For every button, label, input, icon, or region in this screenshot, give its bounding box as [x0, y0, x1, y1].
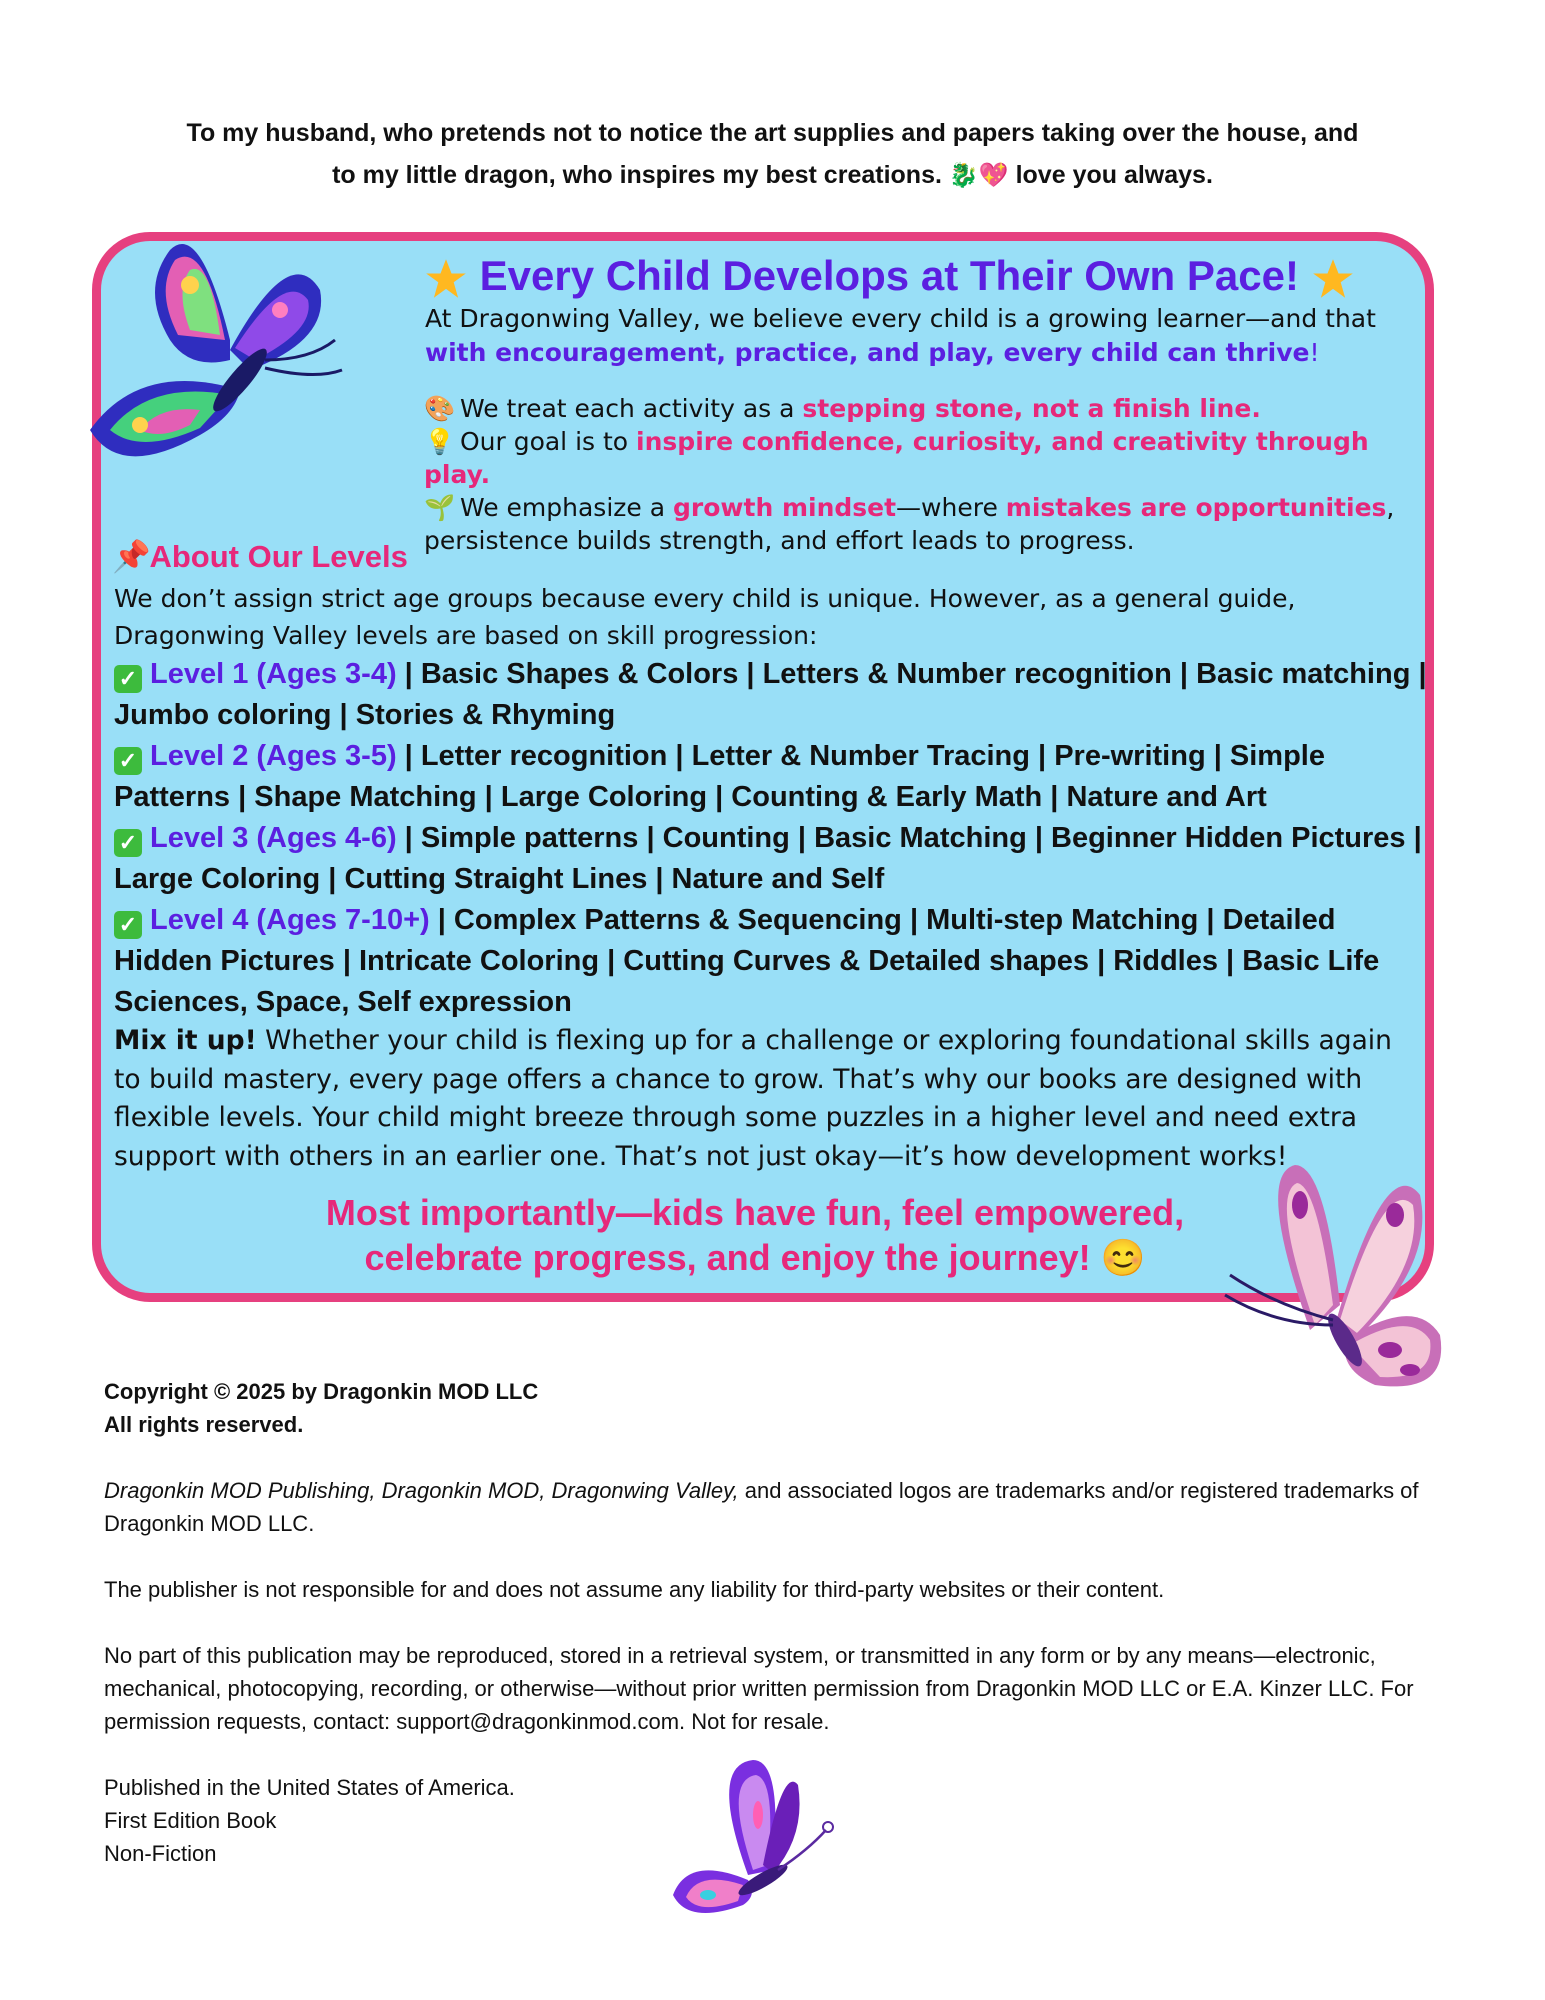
genre-line: Non-Fiction [104, 1841, 217, 1866]
rights-line: All rights reserved. [104, 1412, 304, 1437]
pushpin-icon: 📌 [112, 539, 151, 574]
dedication-line-2: to my little dragon, who inspires my best creations. 🐉💖 love you always. [332, 161, 1213, 189]
star-icon [1311, 257, 1355, 301]
dedication-line-1: To my husband, who pretends not to notice the art supplies and papers taking over the house, and [186, 119, 1359, 147]
butterfly-top-left-icon [80, 230, 350, 480]
check-icon: ✓ [114, 665, 142, 693]
level-item: ✓ Level 2 (Ages 3-5) | Letter recognition | Letter & Number Tracing | Pre-writing | Simple Patterns | Shape Matching | Large Coloring | Counting & Early Math | Nature and Art [114, 740, 1325, 813]
panel-intro: At Dragonwing Valley, we believe every child is a growing learner—and that with encouragement, practice, and play, every child can thrive! [425, 304, 1376, 367]
check-icon: ✓ [114, 911, 142, 939]
panel-title: Every Child Develops at Their Own Pace! [424, 252, 1355, 301]
bullet-item: 🎨 We treat each activity as a stepping stone, not a finish line. [424, 394, 1261, 423]
check-icon: ✓ [114, 747, 142, 775]
bullet-item: 🌱 We emphasize a growth mindset—where mistakes are opportunities, [424, 493, 1395, 522]
level-item: ✓ Level 3 (Ages 4-6) | Simple patterns | Counting | Basic Matching | Beginner Hidden Pictures | Large Coloring | Cutting Straight Lines | Nature and Self [114, 822, 1422, 895]
dedication [100, 112, 1445, 197]
levels-intro: We don’t assign strict age groups because every child is unique. However, as a general guide, Dragonwing Valley levels are based on skill progression: [114, 584, 1296, 650]
copyright-line: Copyright © 2025 by Dragonkin MOD LLC [104, 1379, 539, 1404]
closing-message: Most importantly—kids have fun, feel empowered, celebrate progress, and enjoy the journey! 😊 [325, 1192, 1185, 1278]
published-line: Published in the United States of America. [104, 1775, 515, 1800]
level-item: ✓ Level 4 (Ages 7-10+) | Complex Patterns & Sequencing | Multi-step Matching | Detailed Hidden Pictures | Intricate Coloring | Cutting Curves & Detailed shapes | Riddles | Basic Life Sciences, Space, Self expression [114, 904, 1380, 1018]
star-icon [424, 257, 468, 301]
butterfly-purple-icon [668, 1755, 838, 1925]
trademark-paragraph: Dragonkin MOD Publishing, Dragonkin MOD, Dragonwing Valley, and associated logos are trademarks and/or registered trademarks of Dragonkin MOD LLC. [104, 1478, 1419, 1536]
mix-it-up-paragraph: Mix it up! Whether your child is flexing up for a challenge or exploring foundational skills again to build mastery, every page offers a chance to grow. That’s why our books are designed with flexible levels. Your child might breeze through some puzzles in a higher level and need extra support with others in an earlier one. That’s not just okay—it’s how development works! [114, 1025, 1392, 1172]
seedling-icon: 🌱 [424, 493, 456, 522]
lightbulb-icon: 💡 [424, 427, 456, 456]
level-item: ✓ Level 1 (Ages 3-4) | Basic Shapes & Colors | Letters & Number recognition | Basic matching | Jumbo coloring | Stories & Rhyming [114, 658, 1427, 731]
levels-heading: 📌 About Our Levels [112, 539, 408, 574]
levels-list [114, 654, 1434, 1023]
butterfly-pink-icon [1215, 1155, 1455, 1410]
smile-icon: 😊 [1100, 1237, 1146, 1278]
reproduction-paragraph: No part of this publication may be reproduced, stored in a retrieval system, or transmitted in any form or by any means—electronic, mechanical, photocopying, recording, or otherwise—without prior written permission from Dragonkin MOD LLC or E.A. Kinzer LLC. For permission requests, contact: support@dragonkinmod.com. Not for resale. [104, 1643, 1414, 1734]
check-icon: ✓ [114, 829, 142, 857]
panel-bullets: 🎨 We treat each activity as a stepping stone, not a finish line. 💡 Our goal is to inspire confidence, curiosity, and creativity through play. 🌱 We emphasize a growth mindset—where mistakes are opportunities, persistence builds strength, and effort leads to progress. [424, 392, 1434, 557]
palette-icon: 🎨 [424, 394, 456, 423]
liability-paragraph: The publisher is not responsible for and does not assume any liability for third-party websites or their content. [104, 1577, 1165, 1602]
bullet-item: 💡 Our goal is to inspire confidence, curiosity, and creativity through play. [424, 427, 1369, 489]
edition-line: First Edition Book [104, 1808, 277, 1833]
dragon-heart-icon: 🐉💖 [948, 162, 1009, 189]
